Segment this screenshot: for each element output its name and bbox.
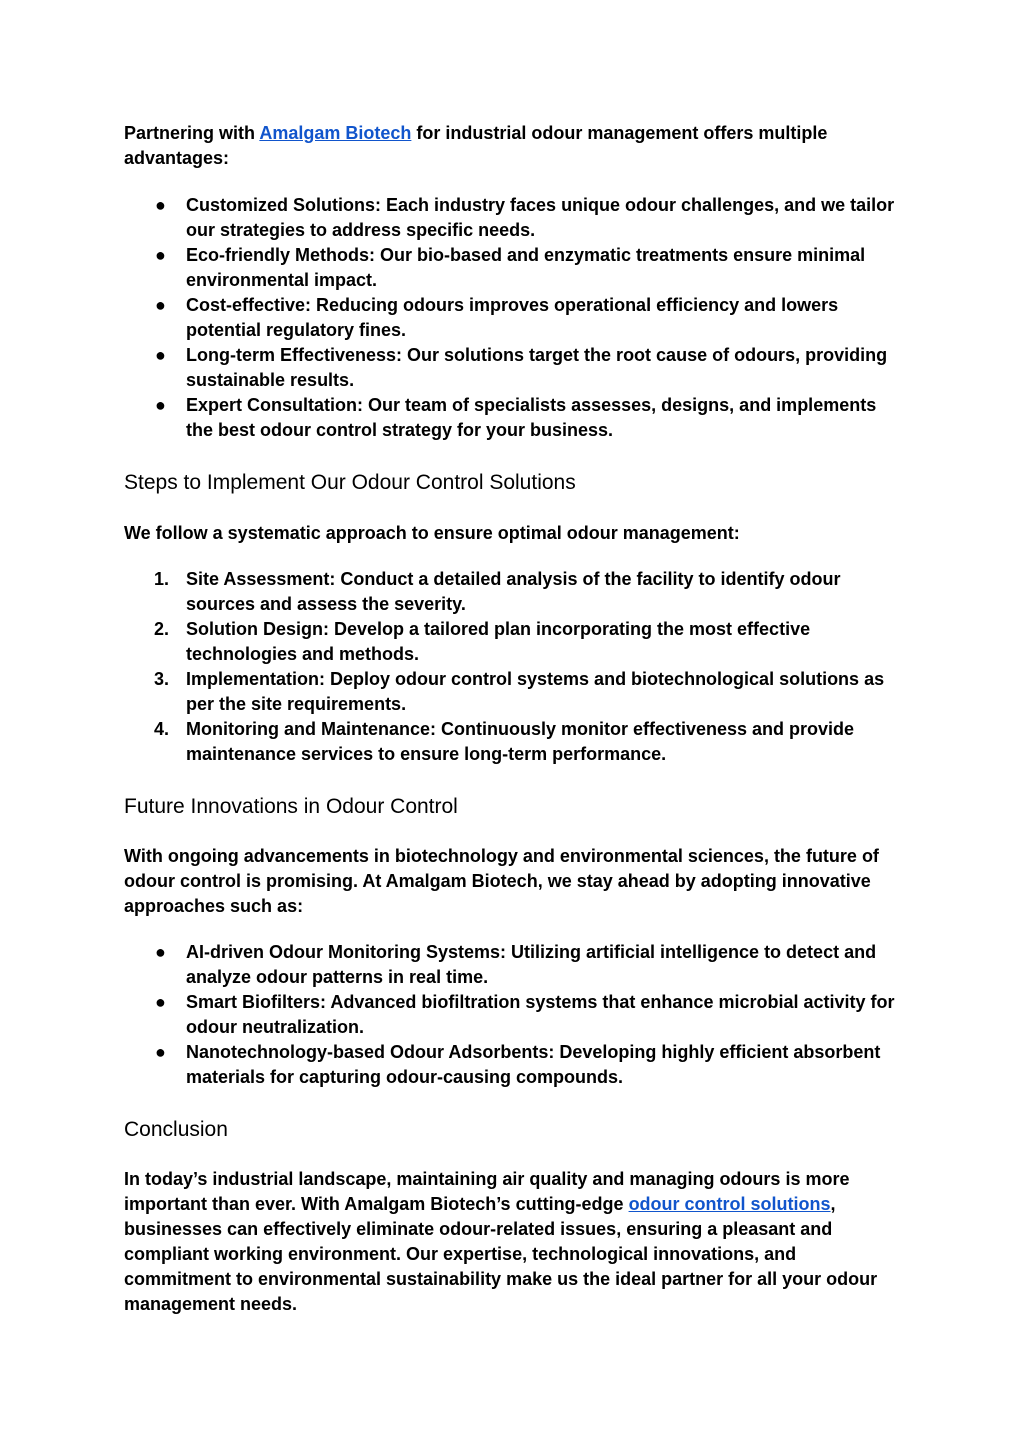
conclusion-suffix: , businesses can effectively eliminate odour-related issues, ensuring a pleasant and compliant working environment. Our expertise, technological innovations, and commitment to environmental sustainability make us the ideal partner for all your odour management needs. xyxy=(124,1194,878,1314)
bullet-icon: ● xyxy=(155,295,166,315)
advantages-list xyxy=(124,193,904,443)
list-item-text: Eco-friendly Methods: Our bio-based and enzymatic treatments ensure minimal environmental impact. xyxy=(186,245,866,290)
list-item-text: Long-term Effectiveness: Our solutions target the root cause of odours, providing sustainable results. xyxy=(186,345,888,390)
bullet-icon: ● xyxy=(155,345,166,365)
list-item xyxy=(124,940,904,990)
list-item xyxy=(124,717,904,767)
step-number: 3. xyxy=(154,669,170,689)
list-item-text: Smart Biofilters: Advanced biofiltration systems that enhance microbial activity for odour neutralization. xyxy=(186,992,895,1037)
list-item xyxy=(124,990,904,1040)
list-item-text: Customized Solutions: Each industry faces unique odour challenges, and we tailor our strategies to address specific needs. xyxy=(186,195,895,240)
list-item xyxy=(124,343,904,393)
list-item xyxy=(124,617,904,667)
bullet-icon: ● xyxy=(155,195,166,215)
list-item xyxy=(124,1040,904,1090)
amalgam-biotech-link[interactable]: Amalgam Biotech xyxy=(259,123,412,143)
document-page xyxy=(124,121,904,1317)
list-item xyxy=(124,667,904,717)
future-intro: With ongoing advancements in biotechnology and environmental sciences, the future of odour control is promising. At Amalgam Biotech, we stay ahead by adopting innovative approaches such as: xyxy=(124,846,879,916)
list-item-text: Cost-effective: Reducing odours improves operational efficiency and lowers potential regulatory fines. xyxy=(186,295,839,340)
bullet-icon: ● xyxy=(155,1042,166,1062)
list-item-text: Nanotechnology-based Odour Adsorbents: Developing highly efficient absorbent materials for capturing odour-causing compounds. xyxy=(186,1042,881,1087)
bullet-icon: ● xyxy=(155,992,166,1012)
list-item xyxy=(124,293,904,343)
list-item xyxy=(124,243,904,293)
step-number: 4. xyxy=(154,719,170,739)
steps-intro: We follow a systematic approach to ensure optimal odour management: xyxy=(124,523,740,543)
steps-list xyxy=(124,567,904,767)
step-number: 2. xyxy=(154,619,170,639)
list-item-text: Expert Consultation: Our team of specialists assesses, designs, and implements the best odour control strategy for your business. xyxy=(186,395,877,440)
steps-heading: Steps to Implement Our Odour Control Solutions xyxy=(124,471,576,494)
list-item-text: Implementation: Deploy odour control systems and biotechnological solutions as per the site requirements. xyxy=(186,669,885,714)
list-item-text: Monitoring and Maintenance: Continuously monitor effectiveness and provide maintenance services to ensure long-term performance. xyxy=(186,719,855,764)
step-number: 1. xyxy=(154,569,170,589)
innovations-list xyxy=(124,940,904,1090)
conclusion-paragraph xyxy=(124,1167,904,1317)
list-item-text: Solution Design: Develop a tailored plan incorporating the most effective technologies and methods. xyxy=(186,619,811,664)
intro-prefix: Partnering with xyxy=(124,123,260,143)
conclusion-prefix: In today’s industrial landscape, maintaining air quality and managing odours is more important than ever. With Amalgam Biotech’s cutting-edge xyxy=(124,1169,850,1214)
future-heading: Future Innovations in Odour Control xyxy=(124,795,458,818)
list-item xyxy=(124,393,904,443)
list-item xyxy=(124,193,904,243)
intro-paragraph xyxy=(124,121,904,171)
odour-control-solutions-link[interactable]: odour control solutions xyxy=(628,1194,831,1214)
list-item-text: AI-driven Odour Monitoring Systems: Utilizing artificial intelligence to detect and analyze odour patterns in real time. xyxy=(186,942,877,987)
intro-suffix: for industrial odour management offers multiple advantages: xyxy=(124,123,828,168)
bullet-icon: ● xyxy=(155,942,166,962)
bullet-icon: ● xyxy=(155,395,166,415)
conclusion-heading: Conclusion xyxy=(124,1118,228,1141)
bullet-icon: ● xyxy=(155,245,166,265)
list-item-text: Site Assessment: Conduct a detailed analysis of the facility to identify odour sources and assess the severity. xyxy=(186,569,841,614)
list-item xyxy=(124,567,904,617)
